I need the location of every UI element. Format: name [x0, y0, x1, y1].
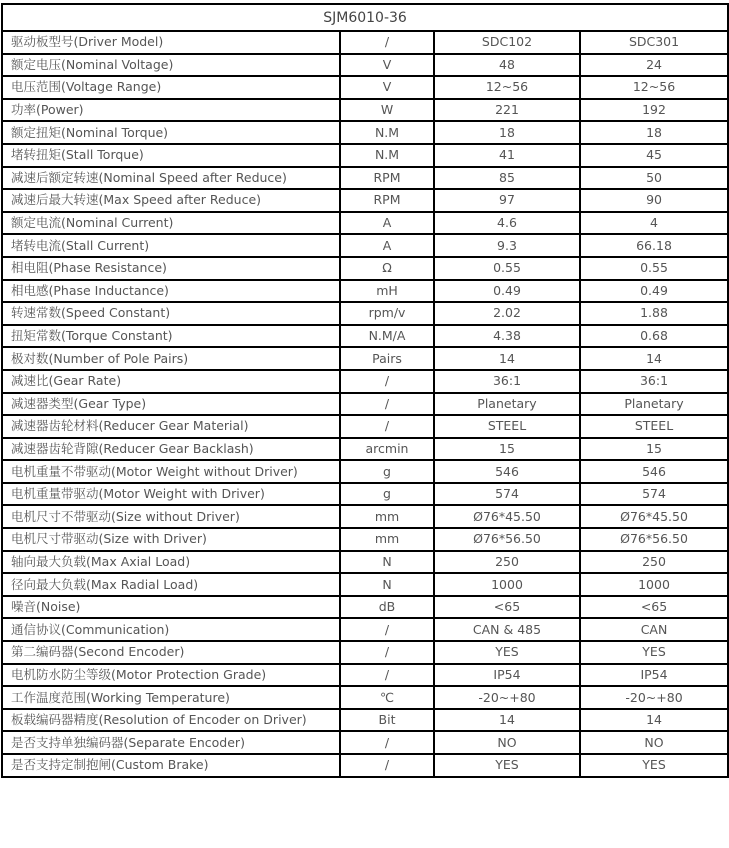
- table-row: [2, 325, 728, 348]
- unit-cell: Ω: [340, 257, 434, 280]
- table-row: [2, 167, 728, 190]
- spec-table: [1, 3, 729, 778]
- sdc301-value-cell: 1.88: [580, 302, 728, 325]
- table-row: [2, 347, 728, 370]
- sdc301-value-cell: 66.18: [580, 234, 728, 257]
- sdc102-value-cell: SDC102: [434, 31, 580, 54]
- sdc301-value-cell: 15: [580, 438, 728, 461]
- param-cell: 极对数(Number of Pole Pairs): [2, 347, 340, 370]
- param-cell: 径向最大负载(Max Radial Load): [2, 573, 340, 596]
- sdc102-value-cell: Ø76*56.50: [434, 528, 580, 551]
- sdc301-value-cell: Ø76*45.50: [580, 505, 728, 528]
- sdc301-value-cell: 45: [580, 144, 728, 167]
- sdc301-value-cell: 14: [580, 347, 728, 370]
- sdc301-value-cell: YES: [580, 754, 728, 777]
- table-row: [2, 641, 728, 664]
- sdc301-value-cell: 12~56: [580, 76, 728, 99]
- param-cell: 额定电流(Nominal Current): [2, 212, 340, 235]
- param-cell: 相电感(Phase Inductance): [2, 280, 340, 303]
- unit-cell: dB: [340, 596, 434, 619]
- table-row: [2, 31, 728, 54]
- table-row: [2, 234, 728, 257]
- sdc102-value-cell: 18: [434, 121, 580, 144]
- sdc102-value-cell: 574: [434, 483, 580, 506]
- param-cell: 减速器齿轮材料(Reducer Gear Material): [2, 415, 340, 438]
- param-cell: 通信协议(Communication): [2, 618, 340, 641]
- unit-cell: /: [340, 664, 434, 687]
- sdc102-value-cell: YES: [434, 754, 580, 777]
- param-cell: 减速比(Gear Rate): [2, 370, 340, 393]
- table-row: [2, 280, 728, 303]
- sdc102-value-cell: 0.55: [434, 257, 580, 280]
- sdc301-value-cell: 4: [580, 212, 728, 235]
- table-row: [2, 212, 728, 235]
- param-cell: 轴向最大负载(Max Axial Load): [2, 551, 340, 574]
- unit-cell: A: [340, 234, 434, 257]
- sdc102-value-cell: 15: [434, 438, 580, 461]
- unit-cell: N.M: [340, 121, 434, 144]
- param-cell: 是否支持定制抱闸(Custom Brake): [2, 754, 340, 777]
- table-row: [2, 99, 728, 122]
- sdc102-value-cell: 0.49: [434, 280, 580, 303]
- sdc102-value-cell: 9.3: [434, 234, 580, 257]
- unit-cell: N.M/A: [340, 325, 434, 348]
- unit-cell: /: [340, 731, 434, 754]
- sdc301-value-cell: 250: [580, 551, 728, 574]
- param-cell: 是否支持单独编码器(Separate Encoder): [2, 731, 340, 754]
- param-cell: 相电阻(Phase Resistance): [2, 257, 340, 280]
- unit-cell: arcmin: [340, 438, 434, 461]
- table-row: [2, 709, 728, 732]
- table-title: SJM6010-36: [2, 4, 728, 31]
- table-row: [2, 438, 728, 461]
- param-cell: 扭矩常数(Torque Constant): [2, 325, 340, 348]
- sdc301-value-cell: 192: [580, 99, 728, 122]
- sdc301-value-cell: 0.68: [580, 325, 728, 348]
- unit-cell: mm: [340, 505, 434, 528]
- sdc102-value-cell: -20~+80: [434, 686, 580, 709]
- sdc102-value-cell: Ø76*45.50: [434, 505, 580, 528]
- param-cell: 减速器齿轮背隙(Reducer Gear Backlash): [2, 438, 340, 461]
- table-row: [2, 144, 728, 167]
- sdc301-value-cell: 14: [580, 709, 728, 732]
- sdc301-value-cell: NO: [580, 731, 728, 754]
- sdc102-value-cell: 546: [434, 460, 580, 483]
- unit-cell: Pairs: [340, 347, 434, 370]
- sdc301-value-cell: 90: [580, 189, 728, 212]
- table-row: [2, 573, 728, 596]
- sdc301-value-cell: IP54: [580, 664, 728, 687]
- sdc301-value-cell: 574: [580, 483, 728, 506]
- unit-cell: g: [340, 483, 434, 506]
- unit-cell: /: [340, 618, 434, 641]
- table-row: [2, 618, 728, 641]
- sdc102-value-cell: 250: [434, 551, 580, 574]
- sdc301-value-cell: -20~+80: [580, 686, 728, 709]
- table-row: [2, 189, 728, 212]
- sdc301-value-cell: 18: [580, 121, 728, 144]
- unit-cell: N: [340, 573, 434, 596]
- table-row: [2, 596, 728, 619]
- table-row: [2, 121, 728, 144]
- unit-cell: RPM: [340, 189, 434, 212]
- sdc102-value-cell: Planetary: [434, 393, 580, 416]
- sdc102-value-cell: 4.6: [434, 212, 580, 235]
- sdc301-value-cell: 36:1: [580, 370, 728, 393]
- sdc102-value-cell: 97: [434, 189, 580, 212]
- sdc301-value-cell: 546: [580, 460, 728, 483]
- table-row: [2, 415, 728, 438]
- param-cell: 额定电压(Nominal Voltage): [2, 54, 340, 77]
- table-row: [2, 483, 728, 506]
- param-cell: 电机尺寸不带驱动(Size without Driver): [2, 505, 340, 528]
- sdc102-value-cell: NO: [434, 731, 580, 754]
- sdc301-value-cell: 1000: [580, 573, 728, 596]
- table-row: [2, 76, 728, 99]
- sdc102-value-cell: 85: [434, 167, 580, 190]
- table-row: [2, 370, 728, 393]
- table-row: [2, 302, 728, 325]
- table-row: [2, 686, 728, 709]
- unit-cell: A: [340, 212, 434, 235]
- param-cell: 转速常数(Speed Constant): [2, 302, 340, 325]
- sdc102-value-cell: 4.38: [434, 325, 580, 348]
- table-row: [2, 460, 728, 483]
- param-cell: 电机重量不带驱动(Motor Weight without Driver): [2, 460, 340, 483]
- sdc102-value-cell: 48: [434, 54, 580, 77]
- sdc102-value-cell: CAN & 485: [434, 618, 580, 641]
- param-cell: 驱动板型号(Driver Model): [2, 31, 340, 54]
- sdc301-value-cell: Ø76*56.50: [580, 528, 728, 551]
- sdc102-value-cell: 1000: [434, 573, 580, 596]
- unit-cell: /: [340, 641, 434, 664]
- param-cell: 堵转电流(Stall Current): [2, 234, 340, 257]
- param-cell: 第二编码器(Second Encoder): [2, 641, 340, 664]
- unit-cell: RPM: [340, 167, 434, 190]
- param-cell: 减速后最大转速(Max Speed after Reduce): [2, 189, 340, 212]
- table-row: [2, 731, 728, 754]
- table-row: [2, 505, 728, 528]
- sdc301-value-cell: Planetary: [580, 393, 728, 416]
- param-cell: 工作温度范围(Working Temperature): [2, 686, 340, 709]
- unit-cell: /: [340, 415, 434, 438]
- param-cell: 减速器类型(Gear Type): [2, 393, 340, 416]
- sdc301-value-cell: CAN: [580, 618, 728, 641]
- sdc301-value-cell: 0.55: [580, 257, 728, 280]
- table-row: [2, 54, 728, 77]
- table-row: [2, 754, 728, 777]
- table-row: [2, 257, 728, 280]
- param-cell: 板载编码器精度(Resolution of Encoder on Driver): [2, 709, 340, 732]
- sdc102-value-cell: 14: [434, 709, 580, 732]
- sdc102-value-cell: 2.02: [434, 302, 580, 325]
- param-cell: 堵转扭矩(Stall Torque): [2, 144, 340, 167]
- sdc102-value-cell: 36:1: [434, 370, 580, 393]
- unit-cell: mm: [340, 528, 434, 551]
- sdc301-value-cell: 24: [580, 54, 728, 77]
- table-row: [2, 664, 728, 687]
- table-row: [2, 551, 728, 574]
- unit-cell: W: [340, 99, 434, 122]
- unit-cell: /: [340, 31, 434, 54]
- unit-cell: N.M: [340, 144, 434, 167]
- unit-cell: N: [340, 551, 434, 574]
- sdc102-value-cell: STEEL: [434, 415, 580, 438]
- param-cell: 噪音(Noise): [2, 596, 340, 619]
- title-row: [2, 4, 728, 31]
- sdc102-value-cell: 41: [434, 144, 580, 167]
- sdc102-value-cell: <65: [434, 596, 580, 619]
- table-row: [2, 528, 728, 551]
- table-row: [2, 393, 728, 416]
- param-cell: 电压范围(Voltage Range): [2, 76, 340, 99]
- sdc102-value-cell: 12~56: [434, 76, 580, 99]
- param-cell: 功率(Power): [2, 99, 340, 122]
- sdc301-value-cell: 50: [580, 167, 728, 190]
- sdc301-value-cell: <65: [580, 596, 728, 619]
- unit-cell: V: [340, 54, 434, 77]
- sdc102-value-cell: 221: [434, 99, 580, 122]
- unit-cell: Bit: [340, 709, 434, 732]
- param-cell: 额定扭矩(Nominal Torque): [2, 121, 340, 144]
- param-cell: 电机尺寸带驱动(Size with Driver): [2, 528, 340, 551]
- sdc301-value-cell: YES: [580, 641, 728, 664]
- param-cell: 减速后额定转速(Nominal Speed after Reduce): [2, 167, 340, 190]
- unit-cell: mH: [340, 280, 434, 303]
- param-cell: 电机防水防尘等级(Motor Protection Grade): [2, 664, 340, 687]
- unit-cell: rpm/v: [340, 302, 434, 325]
- sdc301-value-cell: 0.49: [580, 280, 728, 303]
- unit-cell: /: [340, 370, 434, 393]
- sdc102-value-cell: YES: [434, 641, 580, 664]
- unit-cell: ℃: [340, 686, 434, 709]
- sdc102-value-cell: 14: [434, 347, 580, 370]
- sdc102-value-cell: IP54: [434, 664, 580, 687]
- unit-cell: V: [340, 76, 434, 99]
- unit-cell: /: [340, 393, 434, 416]
- sdc301-value-cell: STEEL: [580, 415, 728, 438]
- unit-cell: g: [340, 460, 434, 483]
- param-cell: 电机重量带驱动(Motor Weight with Driver): [2, 483, 340, 506]
- unit-cell: /: [340, 754, 434, 777]
- sdc301-value-cell: SDC301: [580, 31, 728, 54]
